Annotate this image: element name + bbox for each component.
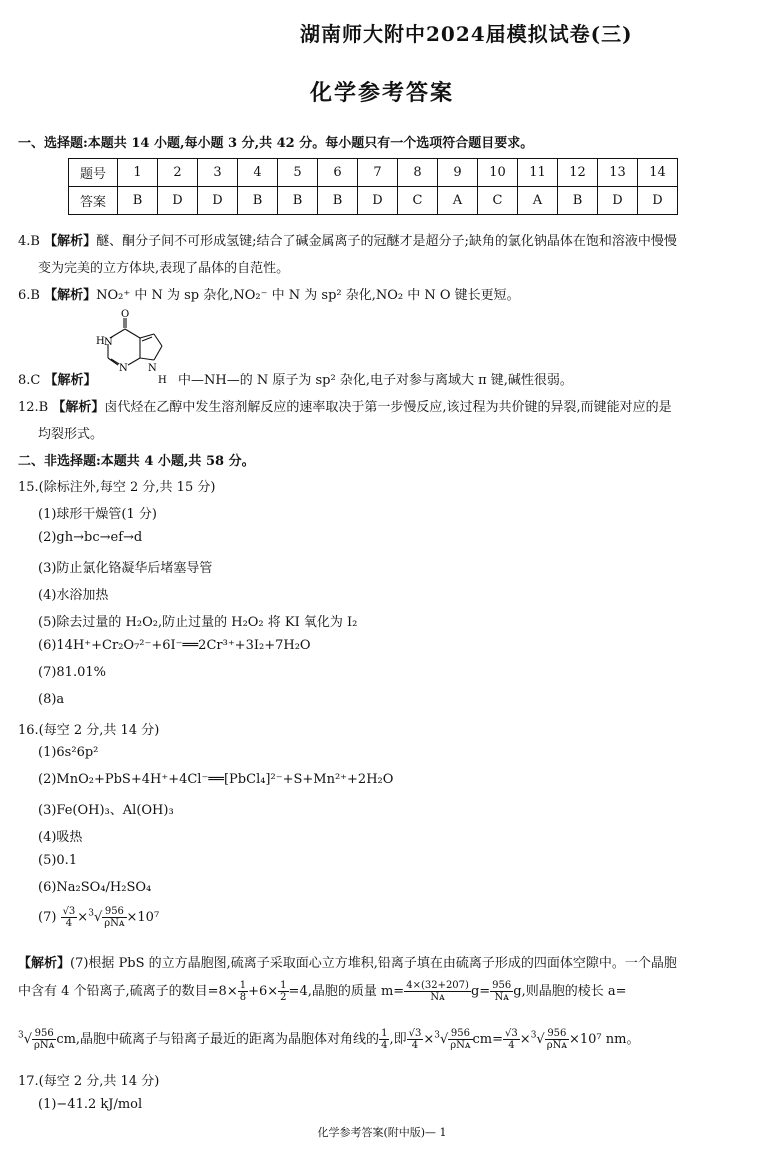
analysis-text3d: ×10⁷ nm。 [569,1032,640,1047]
analysis-line2 [18,980,626,1003]
frac-1-4: $\frac{1}{4}$ [381,1028,388,1051]
answer-cell: B [238,187,278,215]
frac-mass: $\frac{4\times(32+207)}{\text{Nᴀ}}$ [406,980,469,1003]
answer-cell: B [118,187,158,215]
mol-n1: N [104,337,113,348]
pyrrolopyrimidinone-structure [96,308,176,384]
q16-heading: 16.(每空 2 分,共 14 分) [18,723,160,738]
q17-heading: 17.(每空 2 分,共 14 分) [18,1074,160,1089]
q16-item-4: (4)吸热 [38,830,83,845]
analysis-text3c: cm= [472,1032,504,1047]
q16-item7-rest: ×10⁷ [126,910,160,925]
q16-item7-prefix: (7) [38,910,57,925]
answer-cell: A [518,187,558,215]
q15-heading: 15.(除标注外,每空 2 分,共 15 分) [18,480,216,495]
q16-item-1: (1)6s²6p² [38,745,99,760]
q6-text: NO₂⁺ 中 N 为 sp 杂化,NO₂⁻ 中 N 为 sp² 杂化,NO₂ 中 N O 键长更短。 [96,288,520,303]
analysis-text1: (7)根据 PbS 的立方晶胞图,硫离子采取面心立方堆积,铅离子填在由硫离子形成的四面体空隙中。一个晶胞 [70,956,677,971]
answer-cell: D [598,187,638,215]
analysis-text2d: g= [470,984,491,999]
question-number-cell: 12 [558,159,598,187]
q4-line1 [18,230,677,249]
analysis-line3: $^3$√ $\frac{956}{\text{ρNᴀ}}$ cm,晶胞中硫离子与铅离子最近的距离为晶胞体对角线的 $\frac{1}{4}$ ,即 $\frac{√3}{4}$ ×$^3$√ $\frac{956}{\text{ρNᴀ}}$ cm= $\frac{√3}{4}$ ×$^3$√ $\frac{956}{\text{ρNᴀ}}$ ×10⁷ nm。 [18,1028,640,1051]
analysis-text2e: g,则晶胞的棱长 a= [513,984,627,999]
q6-tag: 6.B [18,288,40,303]
q15-item-1: (1)球形干燥管(1 分) [38,507,157,522]
mol-o: O [121,309,130,320]
question-number-cell: 4 [238,159,278,187]
analysis-label: 【解析】 [18,956,71,971]
answer-cell: B [318,187,358,215]
section2-heading: 二、非选择题:本题共 4 小题,共 58 分。 [18,454,255,469]
q8-text: 中—NH—的 N 原子为 sp² 杂化,电子对参与离域大 π 键,碱性很弱。 [178,373,573,388]
q8-prefix [18,369,97,388]
q15-item-3: (3)防止氯化铬凝华后堵塞导管 [38,561,213,576]
frac-1-8: $\frac{1}{8}$ [239,980,247,1003]
q12-line1 [18,396,672,415]
cube-index-b: 3 [434,1030,440,1041]
answer-cell: D [198,187,238,215]
question-number-cell: 2 [158,159,198,187]
answer-cell: D [638,187,678,215]
q6-label: 【解析】 [44,288,97,303]
root-956: $\frac{956}{\text{ρNᴀ}}$ [104,906,125,929]
q12-line2: 均裂形式。 [38,427,104,442]
cube-index-c: 3 [530,1030,537,1041]
q4-tag: 4.B [18,234,40,249]
analysis-text2c: =4,晶胞的质量 m= [288,984,405,999]
sqrt3-over-4: $\frac{√3}{4}$ [62,906,76,929]
analysis-text2b: +6× [248,984,279,999]
root-956-b: $\frac{956}{\text{ρNᴀ}}$ [450,1028,471,1051]
mol-n2: N [119,363,128,374]
question-number-cell: 3 [198,159,238,187]
q15-item-5: (5)除去过量的 H₂O₂,防止过量的 H₂O₂ 将 KI 氧化为 I₂ [38,615,358,630]
mol-h2: H [158,375,167,384]
question-number-cell: 7 [358,159,398,187]
exam-header: 湖南师大附中2024届模拟试卷(三) [300,22,633,46]
q15-item-6: (6)14H⁺+Cr₂O₇²⁻+6I⁻══2Cr³⁺+3I₂+7H₂O [38,638,311,653]
frac-956: $\frac{956}{\text{Nᴀ}}$ [492,980,512,1003]
page-footer: 化学参考答案(附中版)— 1 [317,1126,447,1139]
sqrt3-over-4-b: $\frac{√3}{4}$ [408,1028,422,1051]
q12-label: 【解析】 [52,400,105,415]
analysis-text2a: 中含有 4 个铅离子,硫离子的数目=8× [18,984,238,999]
analysis-text3a: cm,晶胞中硫离子与铅离子最近的距离为晶胞体对角线的 [56,1032,380,1047]
q12-text1: 卤代烃在乙醇中发生溶剂解反应的速率取决于第一步慢反应,该过程为共价键的异裂,而键能对应的是 [104,400,672,415]
question-number-cell: 13 [598,159,638,187]
answer-cell: C [398,187,438,215]
q15-item-7: (7)81.01% [38,665,106,680]
root-956-c: $\frac{956}{\text{ρNᴀ}}$ [546,1028,567,1051]
analysis-text3b: ,即 [389,1032,407,1047]
question-number-cell: 14 [638,159,678,187]
question-number-cell: 11 [518,159,558,187]
q6-line [18,284,520,303]
q15-item-2: (2)gh→bc→ef→d [38,530,143,545]
row-label-number: 题号 [69,159,118,187]
answer-cell: A [438,187,478,215]
table-row-answers [69,187,678,215]
q4-text1: 醚、酮分子间不可形成氢键;结合了碱金属离子的冠醚才是超分子;缺角的氯化钠晶体在饱和溶液中慢慢 [96,234,677,249]
answer-cell: B [558,187,598,215]
question-number-cell: 5 [278,159,318,187]
question-number-cell: 9 [438,159,478,187]
answer-cell: B [278,187,318,215]
q16-item-2: (2)MnO₂+PbS+4H⁺+4Cl⁻══[PbCl₄]²⁻+S+Mn²⁺+2H₂O [38,772,394,787]
analysis-line1 [18,952,677,971]
q15-item-4: (4)水浴加热 [38,588,109,603]
mol-n3: N [148,363,157,374]
q4-label: 【解析】 [44,234,97,249]
answer-cell: D [358,187,398,215]
q16-item-5: (5)0.1 [38,853,78,868]
section1-heading: 一、选择题:本题共 14 小题,每小题 3 分,共 42 分。每小题只有一个选项符合题目要求。 [18,136,534,151]
answer-table [68,158,678,215]
question-number-cell: 1 [118,159,158,187]
question-number-cell: 10 [478,159,518,187]
q8-tag: 8.C [18,373,41,388]
question-number-cell: 8 [398,159,438,187]
q12-tag: 12.B [18,400,49,415]
q16-item-6: (6)Na₂SO₄/H₂SO₄ [38,880,152,895]
page-title: 化学参考答案 [309,80,454,106]
root-956-a: $\frac{956}{\text{ρNᴀ}}$ [34,1028,55,1051]
table-row-numbers [69,159,678,187]
row-label-answer: 答案 [69,187,118,215]
answer-cell: C [478,187,518,215]
q4-line2: 变为完美的立方体块,表现了晶体的自范性。 [38,261,290,276]
q15-item-8: (8)a [38,692,65,707]
mol-h1: H [96,336,105,347]
q17-item-1: (1)−41.2 kJ/mol [38,1097,143,1112]
frac-1-2: $\frac{1}{2}$ [280,980,287,1003]
question-number-cell: 6 [318,159,358,187]
cube-root-index: 3 [88,908,94,919]
answer-cell: D [158,187,198,215]
sqrt3-over-4-c: $\frac{√3}{4}$ [505,1028,518,1051]
cube-index-a: 3 [18,1030,24,1041]
q16-item-3: (3)Fe(OH)₃、Al(OH)₃ [38,803,174,818]
q8-label: 【解析】 [44,373,97,388]
q16-item-7: (7) $\frac{√3}{4}$ ×$^3$√ $\frac{956}{\text{ρNᴀ}}$ ×10⁷ [38,906,160,929]
